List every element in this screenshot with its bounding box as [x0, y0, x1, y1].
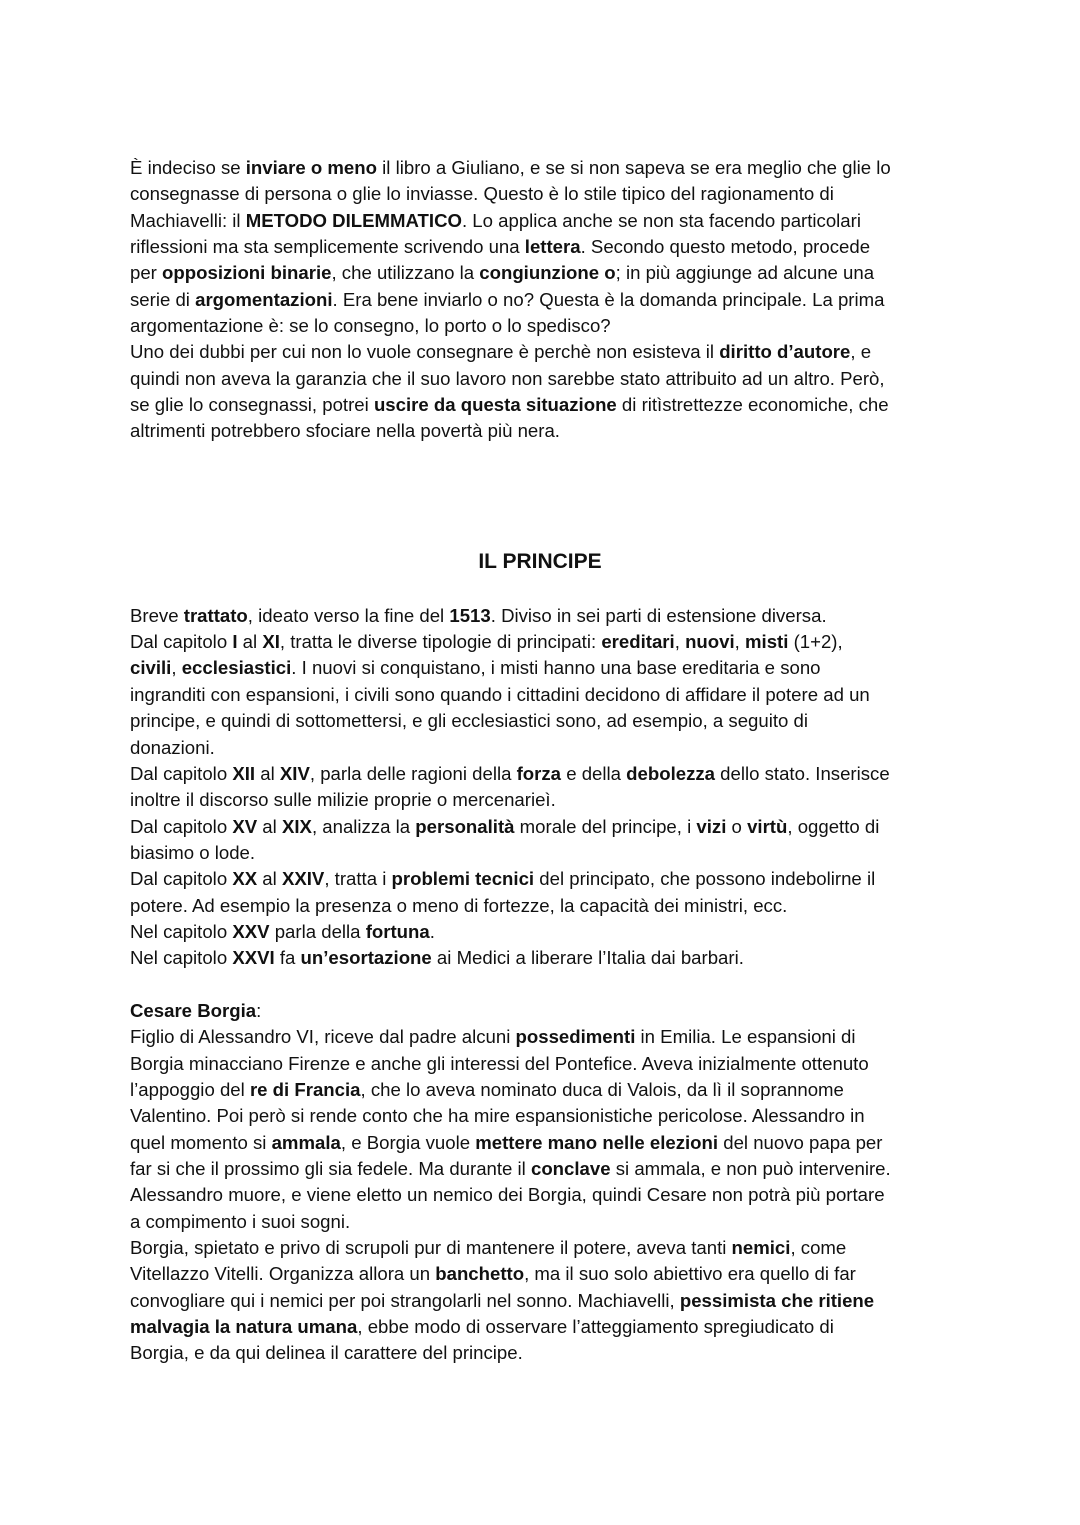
- text-line: [130, 418, 980, 444]
- text: si ammala, e non può intervenire.: [610, 1158, 891, 1179]
- text: , tratta i: [324, 868, 392, 890]
- bold-text: ecclesiastici: [181, 657, 292, 679]
- bold-text: congiunzione o: [479, 262, 616, 284]
- text: di ritìstrettezze economiche, che: [616, 394, 889, 416]
- bold-text: problemi tecnici: [391, 868, 535, 890]
- text: argomentazione è: se lo consegno, lo porto o lo spedisco?: [130, 315, 611, 337]
- text: principe, e quindi di sottomettersi, e gli ecclesiastici sono, ad esempio, a seguito di: [130, 710, 808, 732]
- text-line: [130, 840, 980, 866]
- text: al: [257, 815, 282, 837]
- text: fa: [274, 947, 301, 969]
- bold-text: Cesare Borgia: [130, 999, 257, 1021]
- text: a compimento i suoi sogni.: [130, 1210, 351, 1232]
- text-line: [130, 814, 980, 840]
- principe-paragraph: [130, 603, 980, 972]
- bold-text: I: [232, 631, 238, 653]
- bold-text: XXVI: [232, 947, 275, 969]
- text-line: [130, 392, 980, 418]
- text-line: [130, 1051, 980, 1077]
- bold-text: personalità: [415, 815, 515, 837]
- bold-text: virtù: [747, 815, 788, 837]
- text-line: [130, 313, 980, 339]
- text: ,: [734, 631, 745, 653]
- text: per: [130, 262, 163, 284]
- text-line: [130, 919, 980, 945]
- text: , che lo aveva nominato duca di Valois, da lì il soprannome: [360, 1078, 844, 1100]
- bold-text: XX: [232, 868, 258, 890]
- text: . I nuovi si conquistano, i misti hanno una base ereditaria e sono: [291, 657, 821, 679]
- text: , parla delle ragioni della: [309, 762, 517, 784]
- text-line: [130, 1235, 980, 1261]
- text: inoltre il discorso sulle milizie proprie o mercenarieì.: [130, 789, 556, 811]
- text-line: [130, 1130, 980, 1156]
- text: Breve: [130, 604, 184, 626]
- text: biasimo o lode.: [130, 841, 256, 863]
- text-line: [130, 339, 980, 365]
- text: ai Medici a liberare l’Italia dai barbari.: [431, 947, 744, 969]
- text: se glie lo consegnassi, potrei: [130, 394, 374, 416]
- text: , ebbe modo di osservare l’atteggiamento spregiudicato di: [357, 1316, 834, 1338]
- text: Dal capitolo: [130, 815, 233, 837]
- text: il libro a Giuliano, e se si non sapeva se era meglio che glie lo: [377, 157, 891, 178]
- text: al: [237, 631, 263, 653]
- text: , oggetto di: [787, 815, 880, 837]
- text: quindi non aveva la garanzia che il suo lavoro non sarebbe stato attribuito ad un altro. Però,: [130, 367, 885, 389]
- text: ,: [674, 631, 686, 653]
- text: , ma il suo solo abiettivo era quello di far: [524, 1263, 856, 1285]
- text: Borgia, spietato e privo di scrupoli pur di mantenere il potere, aveva tanti: [130, 1237, 732, 1259]
- bold-text: XXV: [232, 920, 270, 942]
- bold-text: XIX: [281, 815, 312, 837]
- bold-text: XXIV: [281, 868, 325, 890]
- text-line: [130, 945, 980, 971]
- text-line: [130, 366, 980, 392]
- text: parla della: [269, 920, 366, 942]
- text-line: [130, 1261, 980, 1287]
- bold-text: lettera: [524, 236, 581, 258]
- bold-text: mettere mano nelle elezioni: [475, 1131, 719, 1153]
- bold-text: ammala: [271, 1131, 341, 1153]
- text: Alessandro muore, e viene eletto un nemico dei Borgia, quindi Cesare non potrà più portare: [130, 1184, 885, 1206]
- bold-text: fortuna: [365, 920, 430, 942]
- text: Nel capitolo: [130, 947, 233, 969]
- bold-text: inviare o meno: [245, 157, 377, 178]
- text-line: [130, 629, 980, 655]
- text: . Era bene inviarlo o no? Questa è la domanda principale. La prima: [332, 288, 885, 310]
- bold-text: banchetto: [435, 1263, 525, 1285]
- text: ingranditi con espansioni, i civili sono quando i cittadini decidono di affidare il potere ad un: [130, 683, 870, 705]
- text: Valentino. Poi però si rende conto che ha mire espansionistiche pericolose. Alessandro in: [130, 1105, 865, 1127]
- bold-text: argomentazioni: [195, 288, 333, 310]
- text-line: [130, 1314, 980, 1340]
- bold-text: XII: [232, 762, 256, 784]
- text: convogliare qui i nemici per poi strangolarli nel sonno. Machiavelli,: [130, 1289, 680, 1311]
- text-line: [130, 260, 980, 286]
- text: Vitellazzo Vitelli. Organizza allora un: [130, 1263, 436, 1285]
- text: consegnasse di persona o glie lo inviasse. Questo è lo stile tipico del ragionamento di: [130, 183, 834, 205]
- text: del principato, che possono indebolirne il: [534, 868, 876, 890]
- bold-text: XIV: [279, 762, 310, 784]
- text: dello stato. Inserisce: [715, 762, 890, 784]
- bold-text: re di Francia: [249, 1078, 361, 1100]
- bold-text: nuovi: [685, 631, 735, 653]
- bold-text: ereditari: [601, 631, 675, 653]
- text-line: [130, 1077, 980, 1103]
- text-line: [130, 1288, 980, 1314]
- text: l’appoggio del: [130, 1078, 250, 1100]
- text: Machiavelli: il: [130, 209, 246, 231]
- text: (1+2),: [788, 631, 843, 653]
- text: Dal capitolo: [130, 631, 233, 653]
- text: quel momento si: [130, 1131, 272, 1153]
- text: morale del principe, i: [514, 815, 697, 837]
- text: , e: [850, 341, 872, 363]
- text: riflessioni ma sta semplicemente scrivendo una: [130, 236, 525, 258]
- text: al: [257, 868, 282, 890]
- document-page: [130, 155, 980, 1367]
- text: . Lo applica anche se non sta facendo particolari: [461, 209, 861, 231]
- bold-text: uscire da questa situazione: [373, 394, 617, 416]
- text-line: [130, 655, 980, 681]
- bold-text: 1513: [449, 604, 491, 626]
- text-line: [130, 155, 980, 181]
- text-line: [130, 1209, 980, 1235]
- text: o: [726, 815, 748, 837]
- text: Nel capitolo: [130, 920, 233, 942]
- bold-text: un’esortazione: [300, 947, 432, 969]
- text: far si che il prossimo gli sia fedele. Ma durante il: [130, 1158, 531, 1179]
- bold-text: XI: [262, 631, 280, 653]
- bold-text: possedimenti: [515, 1026, 636, 1048]
- text-line: [130, 1156, 980, 1182]
- text-line: [130, 866, 980, 892]
- bold-text: trattato: [183, 604, 248, 626]
- bold-text: diritto d’autore: [719, 341, 851, 363]
- bold-text: METODO DILEMMATICO: [245, 209, 462, 231]
- bold-text: forza: [516, 762, 562, 784]
- text-line: [130, 708, 980, 734]
- text-line: [130, 1340, 980, 1366]
- text: È indeciso se: [130, 157, 246, 178]
- bold-text: malvagia la natura umana: [130, 1316, 358, 1338]
- text: , tratta le diverse tipologie di principati:: [279, 631, 602, 653]
- text-line: [130, 603, 980, 629]
- intro-paragraph: [130, 155, 980, 445]
- text: , analizza la: [311, 815, 416, 837]
- bold-text: nemici: [731, 1237, 791, 1259]
- text-line: [130, 287, 980, 313]
- bold-text: vizi: [696, 815, 727, 837]
- text: donazioni.: [130, 736, 215, 758]
- text-line: [130, 761, 980, 787]
- text: Borgia, e da qui delinea il carattere del principe.: [130, 1342, 523, 1364]
- text-line: [130, 234, 980, 260]
- text: Borgia minacciano Firenze e anche gli interessi del Pontefice. Aveva inizialmente ottenuto: [130, 1052, 869, 1074]
- bold-text: pessimista che ritiene: [679, 1289, 875, 1311]
- text: , che utilizzano la: [331, 262, 480, 284]
- text-line: [130, 1103, 980, 1129]
- bold-text: misti: [745, 631, 789, 653]
- section-heading: IL PRINCIPE: [478, 549, 602, 573]
- text-line: [130, 735, 980, 761]
- text: altrimenti potrebbero sfociare nella povertà più nera.: [130, 420, 560, 442]
- bold-text: conclave: [530, 1158, 611, 1179]
- text: al: [255, 762, 280, 784]
- text-line: [130, 1182, 980, 1208]
- bold-text: civili: [130, 657, 172, 679]
- text-line: [130, 1024, 980, 1050]
- text: . Secondo questo metodo, procede: [580, 236, 871, 258]
- borgia-paragraph: [130, 998, 980, 1367]
- bold-text: opposizioni binarie: [162, 262, 332, 284]
- text-line: [130, 998, 980, 1024]
- text: , ideato verso la fine del: [247, 604, 450, 626]
- text: :: [256, 999, 262, 1021]
- text: serie di: [130, 288, 196, 310]
- text: Uno dei dubbi per cui non lo vuole consegnare è perchè non esisteva il: [130, 341, 720, 363]
- text: . Diviso in sei parti di estensione diversa.: [490, 604, 827, 626]
- text: e della: [561, 762, 627, 784]
- text: Dal capitolo: [130, 762, 233, 784]
- text-line: [130, 208, 980, 234]
- text: ,: [171, 657, 182, 679]
- bold-text: debolezza: [626, 762, 716, 784]
- text-line: [130, 893, 980, 919]
- text: , e Borgia vuole: [340, 1131, 476, 1153]
- text: Dal capitolo: [130, 868, 233, 890]
- text: potere. Ad esempio la presenza o meno di fortezze, la capacità dei ministri, ecc.: [130, 894, 788, 916]
- text-line: [130, 787, 980, 813]
- text-line: [130, 181, 980, 207]
- text: del nuovo papa per: [718, 1131, 883, 1153]
- text: Figlio di Alessandro VI, riceve dal padre alcuni: [130, 1026, 516, 1048]
- text: .: [429, 920, 435, 942]
- text: in Emilia. Le espansioni di: [635, 1026, 856, 1048]
- bold-text: XV: [232, 815, 258, 837]
- text: ; in più aggiunge ad alcune una: [615, 262, 875, 284]
- text: , come: [790, 1237, 847, 1259]
- text-line: [130, 682, 980, 708]
